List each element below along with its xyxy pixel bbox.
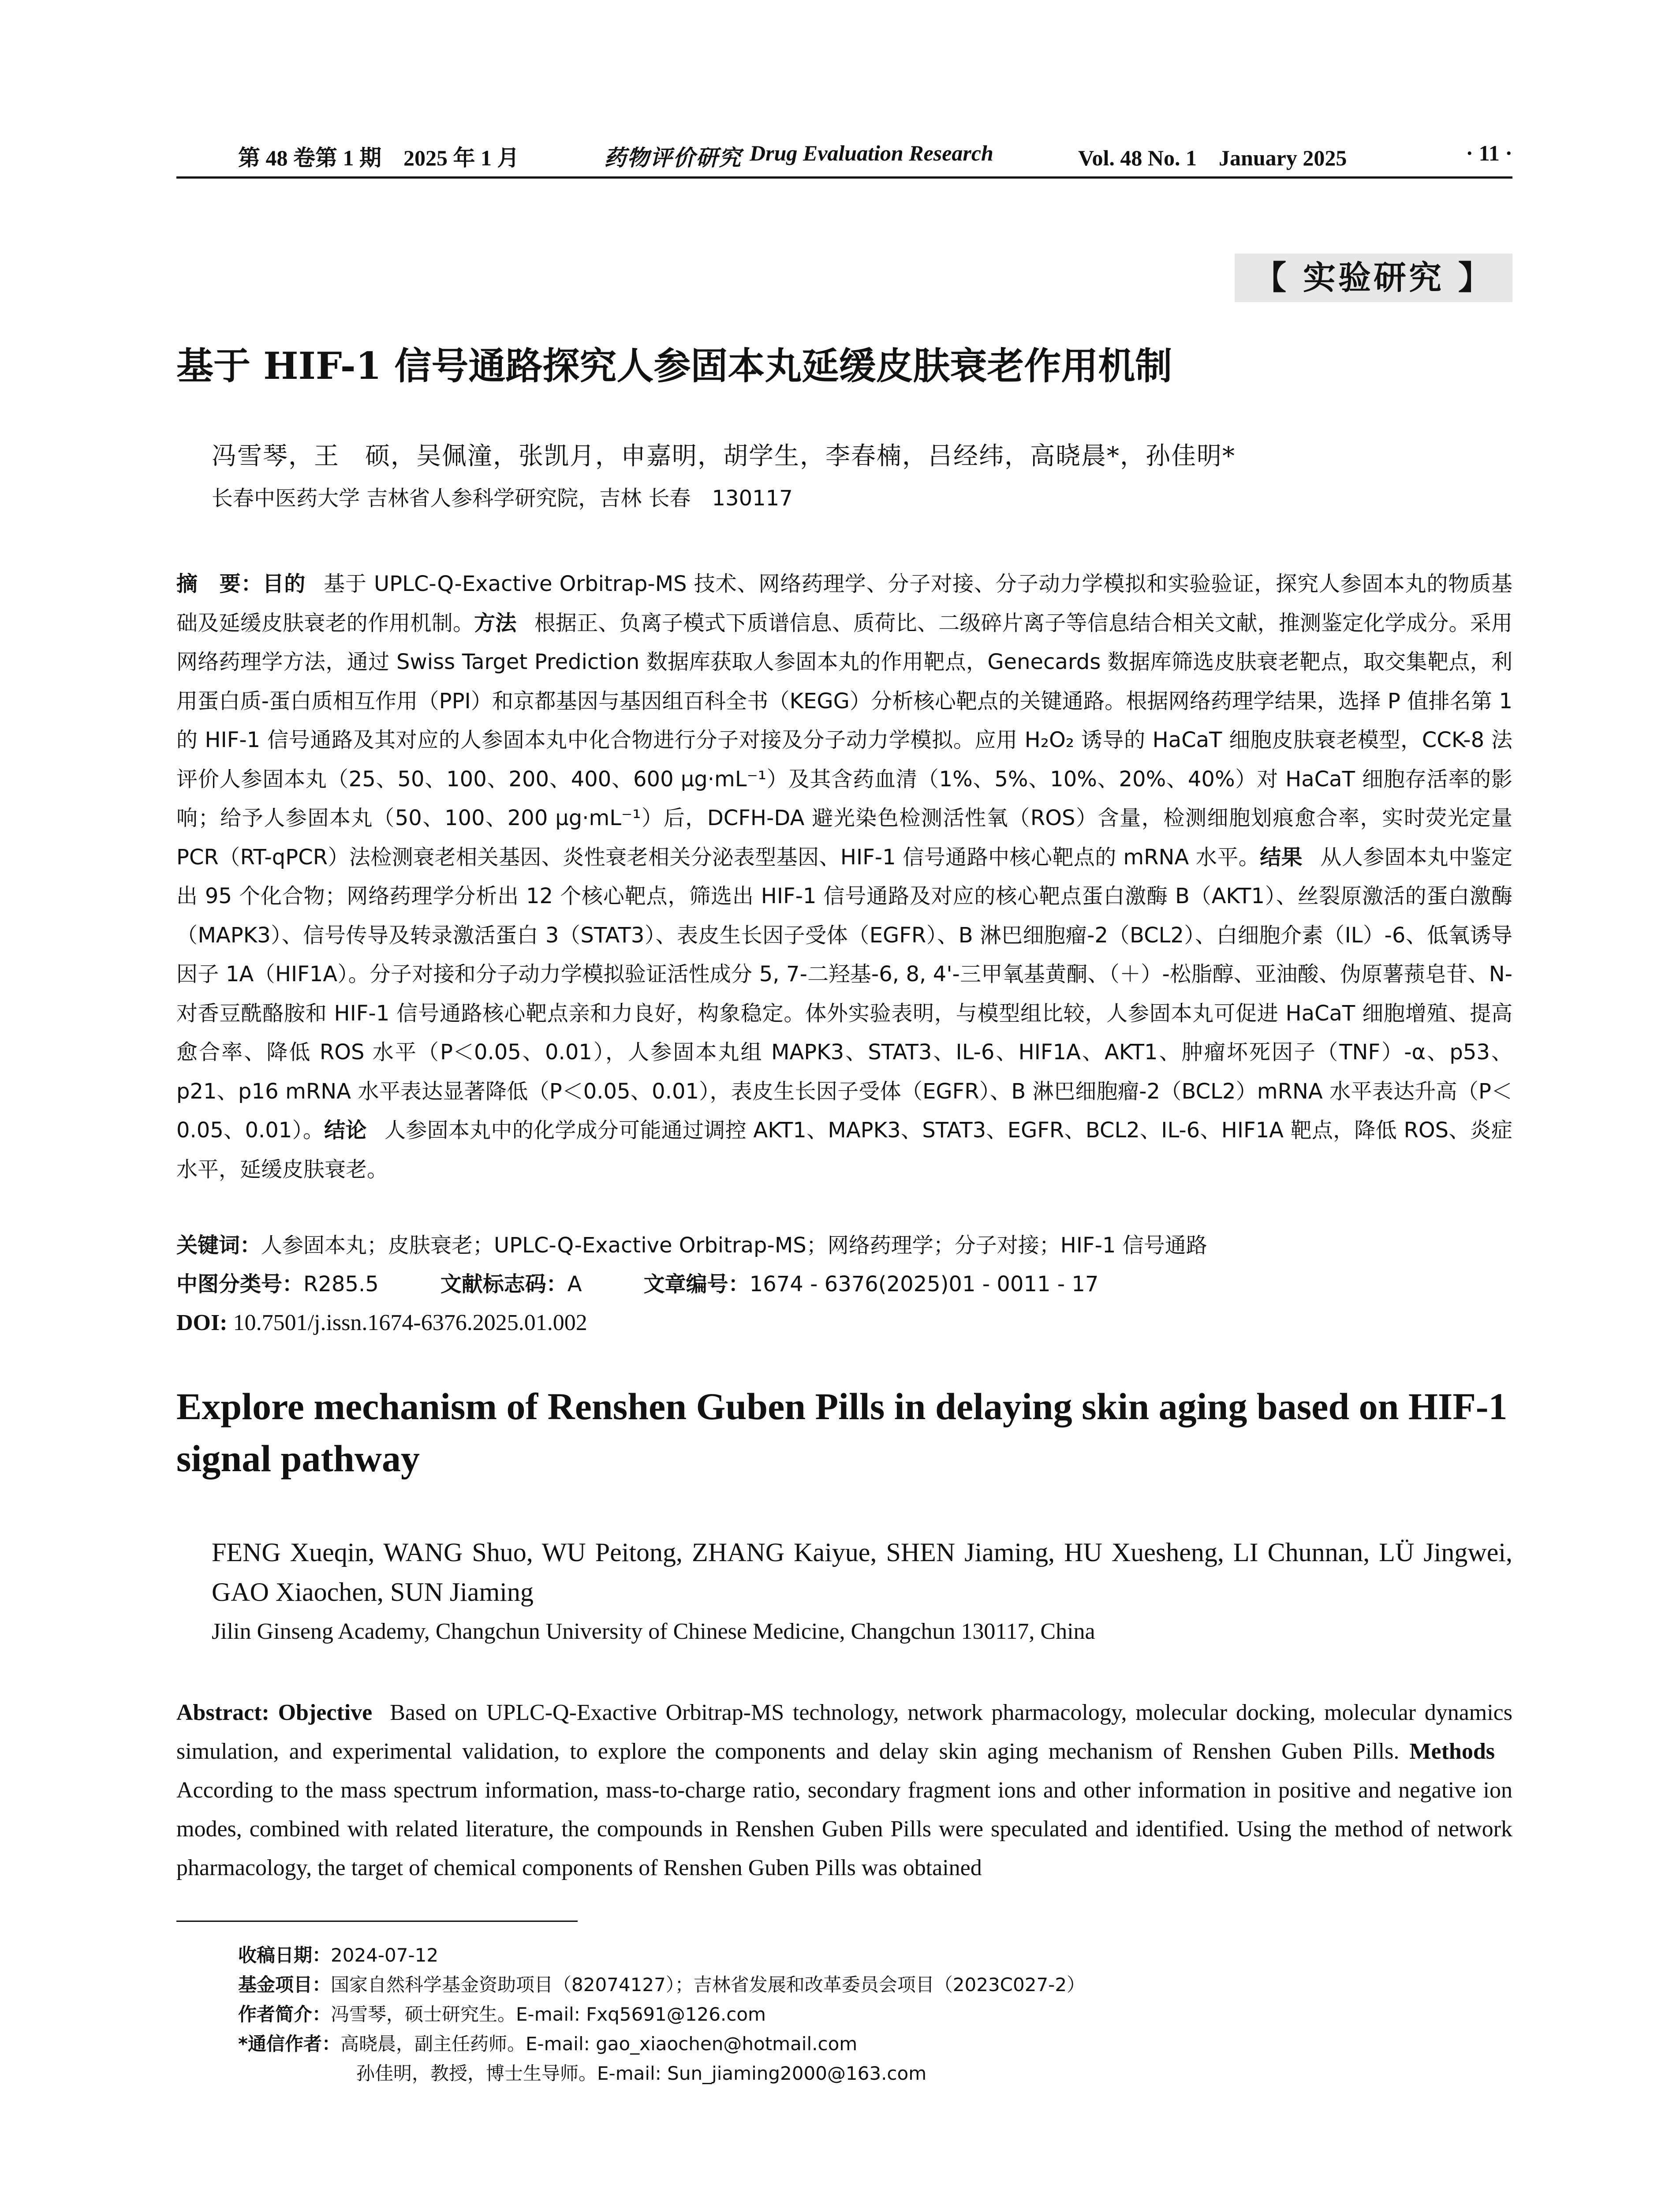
header-divider (176, 176, 1512, 179)
volume-info: Vol. 48 No. 1 January 2025 (1078, 146, 1347, 170)
results-text: 从人参固本丸中鉴定出 95 个化合物；网络药理学分析出 12 个核心靶点，筛选出 HIF-1 信号通路及对应的核心靶点蛋白激酶 B（AKT1）、丝裂原激活的蛋白激酶（MAPK3）、信号传导及转录激活蛋白 3（STAT3）、表皮生长因子受体（EGFR）、B 淋巴细胞瘤-2（BCL2）、白细胞介素（IL）-6、低氧诱导因子 1A（HIF1A）。分子对接和分子动力学模拟验证活性成分 5, 7-二羟基-6, 8, 4'-三甲氧基黄酮、（＋）-松脂醇、亚油酸、伪原薯蓣皂苷、N-对香豆酰酪胺和 HIF-1 信号通路核心靶点亲和力良好，构象稳定。体外实验表明，与模型组比较，人参固本丸可促进 HaCaT 细胞增殖、提高愈合率、降低 ROS 水平（P＜0.05、0.01），人参固本丸组 MAPK3、STAT3、IL-6、HIF1A、AKT1、肿瘤坏死因子（TNF）-α、p53、p21、p16 mRNA 水平表达显著降低（P＜0.05、0.01），表皮生长因子受体（EGFR）、B 淋巴细胞瘤-2（BCL2）mRNA 水平表达升高（P＜0.05、0.01）。 (176, 845, 1512, 1143)
journal-name: Drug Evaluation Research (750, 141, 993, 165)
conclusion-text: 人参固本丸中的化学成分可能通过调控 AKT1、MAPK3、STAT3、EGFR、BCL2、IL-6、HIF1A 靶点，降低 ROS、炎症水平，延缓皮肤衰老。 (176, 1118, 1512, 1182)
running-header (176, 140, 1512, 171)
received-date: 收稿日期：2024-07-12 (238, 1944, 439, 1966)
en-methods-label: Methods (1409, 1739, 1495, 1764)
chinese-affiliation: 长春中医药大学 吉林省人参科学研究院，吉林 长春 130117 (212, 486, 793, 511)
chinese-abstract (176, 564, 1512, 1189)
page-number: · 11 · (1466, 141, 1512, 165)
chinese-title: 基于 HIF-1 信号通路探究人参固本丸延缓皮肤衰老作用机制 (176, 344, 1172, 388)
abstract-label: 摘 要： (176, 572, 263, 596)
en-objective-label: Objective (278, 1700, 373, 1725)
conclusion-label: 结论 (324, 1118, 367, 1143)
fund-info: 基金项目：国家自然科学基金资助项目（82074127）；吉林省发展和改革委员会项目（2023C027-2） (238, 1974, 1086, 1996)
classification-line (176, 1265, 1512, 1304)
keywords-text: 人参固本丸；皮肤衰老；UPLC-Q-Exactive Orbitrap-MS；网络药理学；分子对接；HIF-1 信号通路 (261, 1233, 1207, 1258)
author-bio: 作者简介：冯雪琴，硕士研究生。E-mail: Fxq5691@126.com (238, 2003, 766, 2025)
chinese-keywords (176, 1226, 1512, 1265)
results-label: 结果 (1260, 845, 1303, 870)
doc-code-value: A (567, 1272, 582, 1297)
objective-label: 目的 (262, 572, 306, 596)
clc-value: R285.5 (303, 1272, 379, 1297)
doi-link[interactable]: 10.7501/j.issn.1674-6376.2025.01.002 (233, 1310, 587, 1335)
doi-label: DOI: (176, 1310, 228, 1335)
doc-code-label: 文献标志码： (440, 1272, 567, 1297)
en-methods-text: According to the mass spectrum information, mass-to-charge ratio, secondary fragment ions and other information in positive and negative ion modes, combined with related literature, the compounds in Renshen Guben Pills were speculated and identified. Using the method of network pharmacology, the target of chemical components of Renshen Guben Pills was obtained (176, 1778, 1512, 1880)
en-objective-text: Based on UPLC-Q-Exactive Orbitrap-MS technology, network pharmacology, molecular docking, molecular dynamics simulation, and experimental validation, to explore the components and delay skin aging mechanism of Renshen Guben Pills. (176, 1700, 1513, 1764)
corresponding-author-2: 孙佳明，教授，博士生导师。E-mail: Sun_jiaming2000@163.com (356, 2063, 927, 2084)
section-tag: 【 实验研究 】 (1235, 254, 1512, 302)
footnotes (238, 1940, 1512, 2088)
clc-label: 中图分类号： (176, 1272, 304, 1297)
footnote-divider (176, 1921, 578, 1922)
methods-label: 方法 (474, 610, 517, 635)
issue-info: 第 48 卷第 1 期 2025 年 1 月 (238, 146, 519, 170)
english-abstract (176, 1693, 1512, 1887)
chinese-authors: 冯雪琴，王 硕，吴佩潼，张凯月，申嘉明，胡学生，李春楠，吕经纬，高晓晨*，孙佳明* (212, 442, 1236, 471)
article-no-value: 1674 - 6376(2025)01 - 0011 - 17 (749, 1272, 1099, 1297)
article-no-label: 文章编号： (643, 1272, 750, 1297)
english-title: Explore mechanism of Renshen Guben Pills in delaying skin aging based on HIF-1 signal pathway (176, 1385, 1508, 1480)
keywords-label: 关键词： (176, 1233, 261, 1258)
methods-text: 根据正、负离子模式下质谱信息、质荷比、二级碎片离子等信息结合相关文献，推测鉴定化学成分。采用网络药理学方法，通过 Swiss Target Prediction 数据库获取人参固本丸的作用靶点，Genecards 数据库筛选皮肤衰老靶点，取交集靶点，利用蛋白质-蛋白质相互作用（PPI）和京都基因与基因组百科全书（KEGG）分析核心靶点的关键通路。根据网络药理学结果，选择 P 值排名第 1 的 HIF-1 信号通路及其对应的人参固本丸中化合物进行分子对接及分子动力学模拟。应用 H₂O₂ 诱导的 HaCaT 细胞皮肤衰老模型，CCK-8 法评价人参固本丸（25、50、100、200、400、600 μg·mL⁻¹）及其含药血清（1%、5%、10%、20%、40%）对 HaCaT 细胞存活率的影响；给予人参固本丸（50、100、200 μg·mL⁻¹）后，DCFH-DA 避光染色检测活性氧（ROS）含量，检测细胞划痕愈合率，实时荧光定量 PCR（RT-qPCR）法检测衰老相关基因、炎性衰老相关分泌表型基因、HIF-1 信号通路中核心靶点的 mRNA 水平。 (176, 610, 1512, 870)
en-abstract-label: Abstract: (176, 1700, 269, 1725)
objective-text: 基于 UPLC-Q-Exactive Orbitrap-MS 技术、网络药理学、分子对接、分子动力学模拟和实验验证，探究人参固本丸的物质基础及延缓皮肤衰老的作用机制。 (176, 572, 1512, 635)
corresponding-author-1: *通信作者：高晓晨，副主任药师。E-mail: gao_xiaochen@hotmail.com (238, 2033, 858, 2055)
english-affiliation: Jilin Ginseng Academy, Changchun University of Chinese Medicine, Changchun 130117, China (212, 1619, 1095, 1644)
journal-logo: 药物评价研究 (604, 145, 742, 171)
english-authors: FENG Xueqin, WANG Shuo, WU Peitong, ZHANG Kaiyue, SHEN Jiaming, HU Xuesheng, LI Chunnan, LÜ Jingwei, GAO Xiaochen, SUN Jiaming (212, 1538, 1512, 1607)
doi-line (176, 1304, 1512, 1343)
